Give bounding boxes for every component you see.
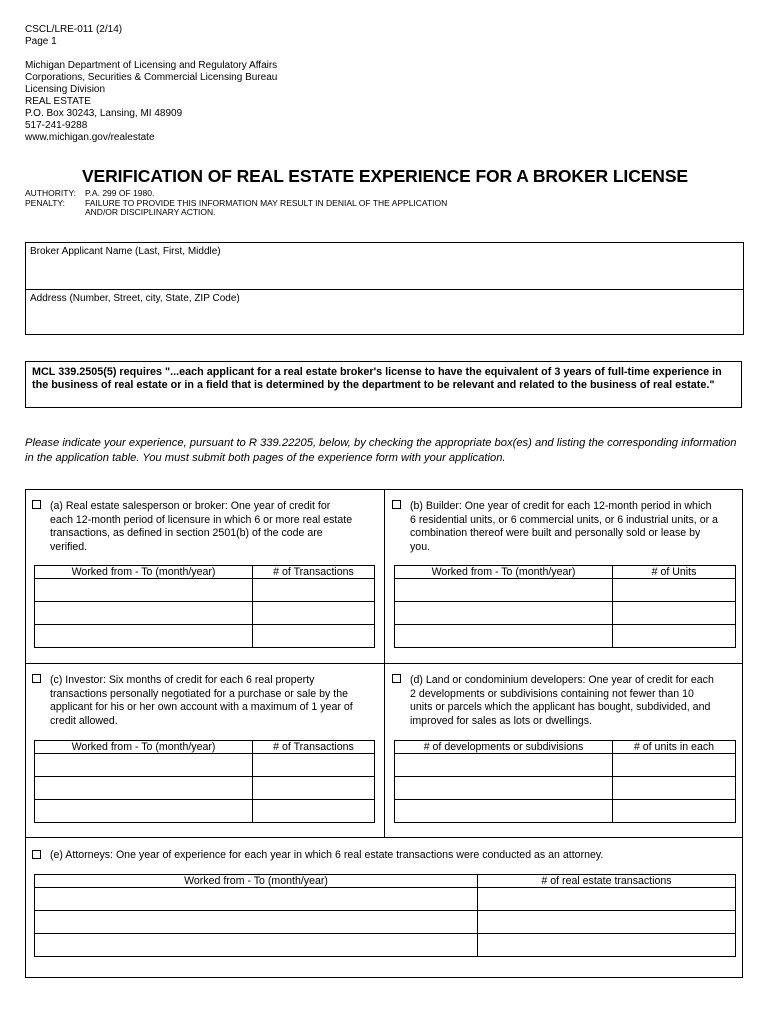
- column-header: Worked from - To (month/year): [35, 741, 253, 754]
- column-header: # of units in each: [613, 741, 736, 754]
- authority-value: P.A. 299 OF 1980.: [85, 188, 155, 198]
- agency-line: Licensing Division: [25, 84, 106, 95]
- section-a-table: [34, 565, 375, 648]
- table-row: [35, 602, 375, 625]
- table-cell[interactable]: [35, 800, 253, 823]
- table-cell[interactable]: [253, 800, 375, 823]
- address-field[interactable]: [26, 290, 743, 334]
- column-header: Worked from - To (month/year): [35, 875, 478, 888]
- table-cell[interactable]: [395, 777, 613, 800]
- column-header: Worked from - To (month/year): [395, 566, 613, 579]
- page-number: Page 1: [25, 36, 57, 47]
- table-cell[interactable]: [478, 911, 736, 934]
- applicant-name-label: Broker Applicant Name (Last, First, Middle): [30, 246, 221, 257]
- agency-line: 517-241-9288: [25, 120, 88, 131]
- agency-line: REAL ESTATE: [25, 96, 91, 107]
- table-row: [35, 934, 736, 957]
- section-d-checkbox[interactable]: [392, 674, 401, 683]
- table-cell[interactable]: [613, 754, 736, 777]
- table-row: [395, 579, 736, 602]
- row-divider: [26, 663, 742, 664]
- table-cell[interactable]: [613, 625, 736, 648]
- form-id: CSCL/LRE-011 (2/14): [25, 24, 123, 35]
- table-cell[interactable]: [395, 602, 613, 625]
- section-e-text: (e) Attorneys: One year of experience for each year in which 6 real estate transactions were conducted as an attorney.: [50, 849, 604, 861]
- section-b-text: (b) Builder: One year of credit for each 12-month period in which 6 residential units, or 6 commercial units, or 6 industrial units, or a combination thereof were built and personally sold or lease by you.: [410, 500, 718, 553]
- column-header: # of developments or subdivisions: [395, 741, 613, 754]
- experience-sections: [25, 489, 743, 978]
- table-cell[interactable]: [613, 800, 736, 823]
- table-cell[interactable]: [253, 625, 375, 648]
- table-row: [395, 777, 736, 800]
- column-header: Worked from - To (month/year): [35, 566, 253, 579]
- form-header: [25, 24, 277, 144]
- section-e-table: [34, 874, 736, 957]
- table-row: [35, 777, 375, 800]
- section-a-checkbox[interactable]: [32, 500, 41, 509]
- table-row: [35, 625, 375, 648]
- section-c-checkbox[interactable]: [32, 674, 41, 683]
- authority-block: [25, 189, 447, 218]
- table-cell[interactable]: [253, 579, 375, 602]
- row-divider: [26, 837, 742, 838]
- section-e-checkbox[interactable]: [32, 850, 41, 859]
- applicant-name-field[interactable]: [26, 243, 743, 289]
- section-d-table: [394, 740, 736, 823]
- table-cell[interactable]: [35, 602, 253, 625]
- table-cell[interactable]: [395, 625, 613, 648]
- table-cell[interactable]: [395, 579, 613, 602]
- table-row: [35, 579, 375, 602]
- column-header: # of Units: [613, 566, 736, 579]
- table-cell[interactable]: [35, 754, 253, 777]
- table-cell[interactable]: [613, 579, 736, 602]
- table-cell[interactable]: [253, 777, 375, 800]
- applicant-box: [25, 242, 744, 335]
- table-cell[interactable]: [35, 579, 253, 602]
- page-title: VERIFICATION OF REAL ESTATE EXPERIENCE FOR A BROKER LICENSE: [81, 166, 688, 186]
- instructions: Please indicate your experience, pursuant to R 339.22205, below, by checking the appropriate box(es) and listing the corresponding information in the application table. You must submit both pages of the experience form with your application.: [25, 437, 737, 464]
- column-header: # of Transactions: [253, 741, 375, 754]
- section-c-table: [34, 740, 375, 823]
- table-row: [35, 800, 375, 823]
- table-row: [395, 602, 736, 625]
- agency-website: www.michigan.gov/realestate: [25, 132, 155, 143]
- table-row: [35, 888, 736, 911]
- table-cell[interactable]: [478, 934, 736, 957]
- agency-line: Michigan Department of Licensing and Regulatory Affairs: [25, 60, 278, 71]
- table-cell[interactable]: [35, 888, 478, 911]
- agency-line: P.O. Box 30243, Lansing, MI 48909: [25, 108, 183, 119]
- table-row: [35, 754, 375, 777]
- table-cell[interactable]: [478, 888, 736, 911]
- table-cell[interactable]: [613, 602, 736, 625]
- table-cell[interactable]: [35, 911, 478, 934]
- table-cell[interactable]: [35, 777, 253, 800]
- section-c-text: (c) Investor: Six months of credit for each 6 real property transactions personally negotiated for a purchase or sale by the applicant for his or her own account with a maximum of 1 year of credit allowed.: [50, 674, 353, 727]
- table-cell[interactable]: [395, 800, 613, 823]
- column-header: # of real estate transactions: [478, 875, 736, 888]
- table-cell[interactable]: [35, 625, 253, 648]
- authority-label: AUTHORITY:: [25, 188, 77, 198]
- table-cell[interactable]: [253, 754, 375, 777]
- section-b-table: [394, 565, 736, 648]
- column-header: # of Transactions: [253, 566, 375, 579]
- section-d-text: (d) Land or condominium developers: One year of credit for each 2 developments or subdivisions containing not fewer than 10 units or parcels which the applicant has bought, subdivided, and improved for sales as lots or dwellings.: [410, 674, 714, 727]
- section-b-checkbox[interactable]: [392, 500, 401, 509]
- penalty-value: FAILURE TO PROVIDE THIS INFORMATION MAY RESULT IN DENIAL OF THE APPLICATION: [85, 197, 448, 208]
- penalty-label: PENALTY:: [25, 197, 65, 208]
- table-row: [395, 625, 736, 648]
- table-cell[interactable]: [253, 602, 375, 625]
- agency-line: Corporations, Securities & Commercial Licensing Bureau: [25, 72, 278, 83]
- mcl-notice: MCL 339.2505(5) requires "...each applicant for a real estate broker's license to have the equivalent of 3 years of full-time experience in the business of real estate or in a field that is determined by the department to be relevant and related to the business of real estate.": [25, 361, 742, 408]
- table-cell[interactable]: [35, 934, 478, 957]
- table-cell[interactable]: [395, 754, 613, 777]
- table-row: [35, 911, 736, 934]
- table-row: [395, 800, 736, 823]
- penalty-value-cont: AND/OR DISCIPLINARY ACTION.: [85, 207, 216, 217]
- table-row: [395, 754, 736, 777]
- address-label: Address (Number, Street, city, State, ZIP Code): [30, 293, 240, 304]
- table-cell[interactable]: [613, 777, 736, 800]
- section-a-text: (a) Real estate salesperson or broker: One year of credit for each 12-month period of licensure in which 6 or more real estate transactions, as defined in section 2501(b) of the code are verified.: [50, 500, 353, 553]
